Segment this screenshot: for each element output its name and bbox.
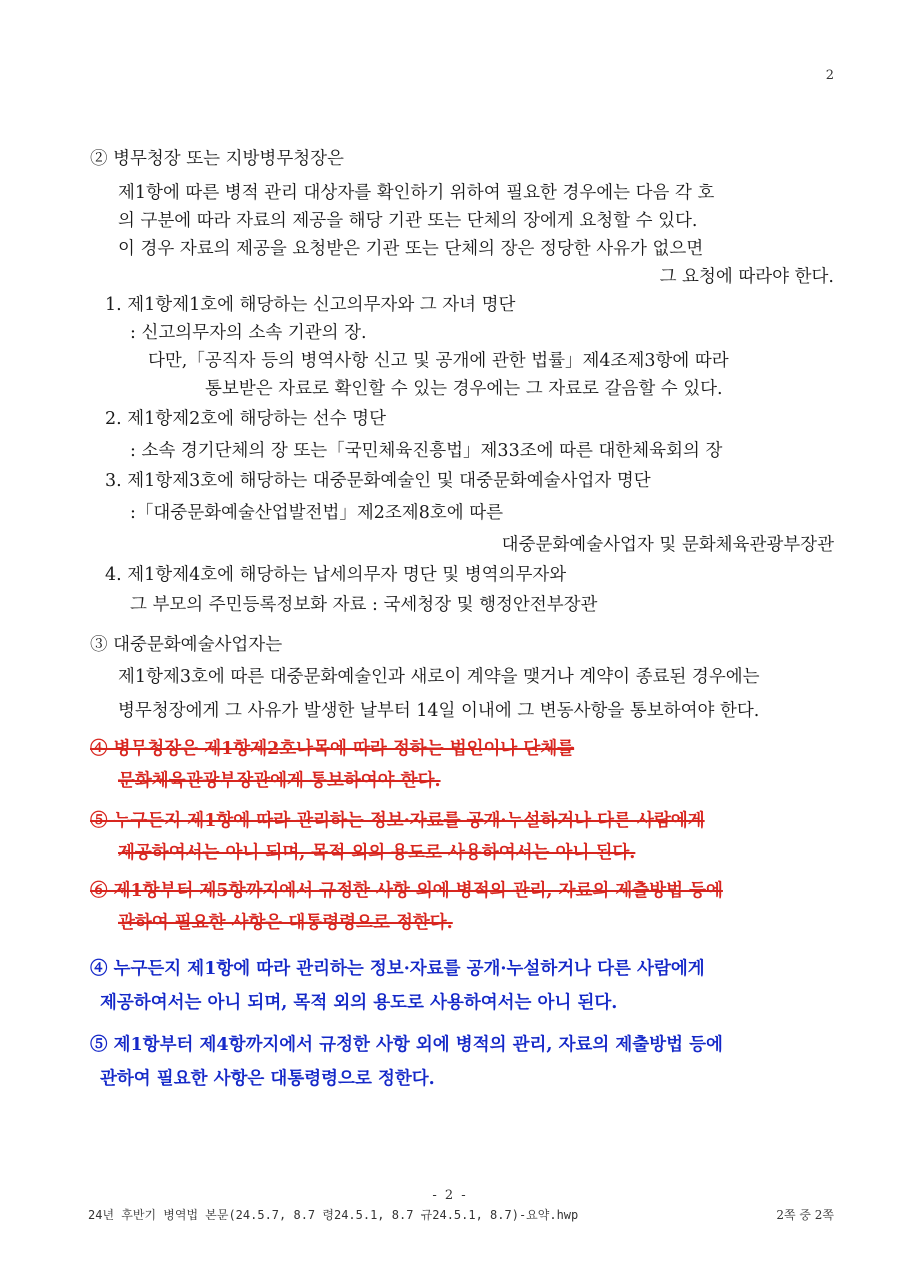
deleted-clause-4-line2: 문화체육관광부장관에게 통보하여야 한다.	[118, 771, 441, 791]
footer-page-count: 2쪽 중 2쪽	[776, 1208, 834, 1222]
item-1-line: 다만,「공직자 등의 병역사항 신고 및 공개에 관한 법률」제4조제3항에 따라	[148, 351, 729, 371]
para3-body-line: 병무청장에게 그 사유가 발생한 날부터 14일 이내에 그 변동사항을 통보하여야 한다.	[118, 701, 760, 721]
added-clause-4-line1: ④ 누구든지 제1항에 따라 관리하는 정보·자료를 공개·누설하거나 다른 사람에게	[90, 959, 705, 979]
item-3-line: 대중문화예술사업자 및 문화체육관광부장관	[501, 535, 834, 555]
deleted-clause-6-line1: ⑥ 제1항부터 제5항까지에서 규정한 사항 외에 병적의 관리, 자료의 제출방법 등에	[90, 881, 723, 901]
deleted-clause-4-line1: ④ 병무청장은 제1항제2호나목에 따라 정하는 법인이나 단체를	[90, 739, 575, 759]
item-3-title: 3. 제1항제3호에 해당하는 대중문화예술인 및 대중문화예술사업자 명단	[105, 471, 651, 491]
item-1-line: 통보받은 자료로 확인할 수 있는 경우에는 그 자료로 갈음할 수 있다.	[205, 379, 723, 399]
para3-body-line: 제1항제3호에 따른 대중문화예술인과 새로이 계약을 맺거나 계약이 종료된 경우에는	[118, 667, 760, 687]
item-2-title: 2. 제1항제2호에 해당하는 선수 명단	[105, 409, 386, 429]
para2-body-line: 그 요청에 따라야 한다.	[659, 267, 834, 287]
footer-page-indicator: - 2 -	[432, 1188, 468, 1203]
deleted-clause-6-line2: 관하여 필요한 사항은 대통령령으로 정한다.	[118, 913, 453, 933]
added-clause-5-line2: 관하여 필요한 사항은 대통령령으로 정한다.	[100, 1069, 435, 1089]
added-clause-5-line1: ⑤ 제1항부터 제4항까지에서 규정한 사항 외에 병적의 관리, 자료의 제출방법 등에	[90, 1035, 723, 1055]
item-3-line: :「대중문화예술산업발전법」제2조제8호에 따른	[130, 503, 504, 523]
item-2-line: : 소속 경기단체의 장 또는「국민체육진흥법」제33조에 따른 대한체육회의 장	[130, 441, 723, 461]
para2-body-line: 의 구분에 따라 자료의 제공을 해당 기관 또는 단체의 장에게 요청할 수 있다.	[118, 211, 698, 231]
para2-heading: ② 병무청장 또는 지방병무청장은	[90, 149, 344, 169]
para3-heading: ③ 대중문화예술사업자는	[90, 635, 283, 655]
deleted-clause-5-line1: ⑤ 누구든지 제1항에 따라 관리하는 정보·자료를 공개·누설하거나 다른 사람에게	[90, 811, 705, 831]
item-1-line: : 신고의무자의 소속 기관의 장.	[130, 323, 367, 343]
item-4-line: 그 부모의 주민등록정보화 자료 : 국세청장 및 행정안전부장관	[130, 595, 598, 615]
item-4-title: 4. 제1항제4호에 해당하는 납세의무자 명단 및 병역의무자와	[105, 565, 567, 585]
deleted-clause-5-line2: 제공하여서는 아니 되며, 목적 외의 용도로 사용하여서는 아니 된다.	[118, 843, 636, 863]
para2-body-line: 제1항에 따른 병적 관리 대상자를 확인하기 위하여 필요한 경우에는 다음 각 호	[118, 183, 715, 203]
footer-filename: 24년 후반기 병역법 본문(24.5.7, 8.7 령24.5.1, 8.7 규24.5.1, 8.7)-요약.hwp	[88, 1208, 579, 1222]
added-clause-4-line2: 제공하여서는 아니 되며, 목적 외의 용도로 사용하여서는 아니 된다.	[100, 993, 618, 1013]
page-number: 2	[825, 68, 834, 83]
item-1-title: 1. 제1항제1호에 해당하는 신고의무자와 그 자녀 명단	[105, 295, 516, 315]
para2-body-line: 이 경우 자료의 제공을 요청받은 기관 또는 단체의 장은 정당한 사유가 없으면	[118, 239, 704, 259]
